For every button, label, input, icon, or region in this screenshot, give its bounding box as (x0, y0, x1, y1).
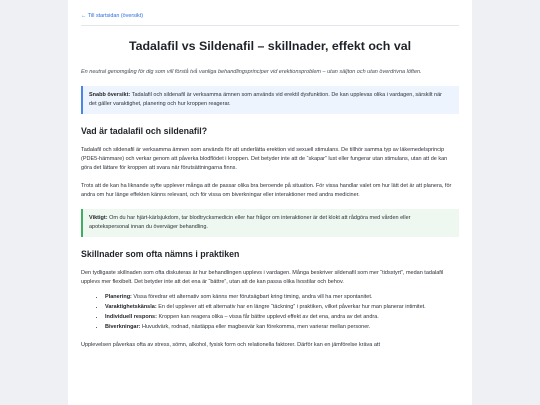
article-page (68, 0, 472, 405)
important-callout-text: Om du har hjärt-kärlsjukdom, tar blodtrycksmedicin eller har frågor om interaktioner är det klokt att rådgöra med vården eller apotekspersonal innan du överväger behandling. (89, 215, 411, 230)
differences-list (81, 293, 459, 332)
back-to-start-link[interactable]: ← Till startsidan (översikt) (81, 13, 144, 19)
section2-paragraph-1: Den tydligaste skillnaden som ofta diskuteras är hur behandlingen upplevs i vardagen. Många beskriver sildenafil som mer “tidsstyrt”, medan tadalafil upplevs mer flexibelt. Det betyder inte att det ena är “bättre”, utan att de kan passa olika livsstilar och behov. (81, 270, 444, 285)
section-heading-what-is: Vad är tadalafil och sildenafil? (81, 126, 208, 136)
list-item-label: Individuell respons: (105, 314, 157, 320)
header-divider (81, 25, 459, 26)
list-item-label: Biverkningar: (105, 324, 141, 330)
important-callout (81, 209, 459, 237)
list-item-label: Planering: (105, 294, 132, 300)
section1-paragraph-2: Trots att de kan ha liknande syfte upplever många att de passar olika bra beroende på situation. För vissa handlar valet om hur lätt det är att planera, för andra om hur länge effekten känns relevant, och för vissa om biverkningar eller interaktioner med andra mediciner. (81, 183, 452, 198)
important-callout-label: Viktigt: (89, 215, 108, 221)
list-item-label: Varaktighetskänsla: (105, 304, 157, 310)
page-title: Tadalafil vs Sildenafil – skillnader, effekt och val (128, 39, 412, 53)
list-item (105, 323, 459, 332)
list-item (105, 303, 459, 312)
list-item-text: Vissa föredrar ett alternativ som känns mer förutsägbart kring timing, andra vill ha mer spontanitet. (131, 294, 373, 300)
list-item-text: En del upplever att ett alternativ har en längre “täckning” i praktiken, vilket påverkar hur man planerar intimitet. (156, 304, 426, 310)
summary-callout-label: Snabb översikt: (89, 92, 131, 98)
intro-text: En neutral genomgång för dig som vill förstå två vanliga behandlingsprinciper vid erektionsproblem – utan säljton och utan överdrivna löften. (81, 69, 422, 75)
list-item (105, 293, 459, 302)
section1-paragraph-1: Tadalafil och sildenafil är verksamma ämnen som används för att underlätta erektion vid sexuell stimulans. De tillhör samma typ av läkemedelsprincip (PDE5-hämmare) och verkar genom att påverka blodflödet i kroppen. Det betyder inte att de “skapar” lust eller fungerar utan stimulans, utan att de kan göra det lättare för kroppen att svara när förutsättningarna finns. (81, 147, 448, 171)
section-heading-differences: Skillnader som ofta nämns i praktiken (81, 249, 240, 259)
summary-callout-text: Tadalafil och sildenafil är verksamma ämnen som används vid erektil dysfunktion. De kan upplevas olika i vardagen, särskilt när det gäller varaktighet, planering och hur kroppen reagerar. (89, 92, 442, 107)
summary-callout (81, 86, 459, 114)
list-item-text: Huvudvärk, rodnad, nästäppa eller magbesvär kan förekomma, men varierar mellan personer. (140, 324, 371, 330)
section2-paragraph-2: Upplevelsen påverkas ofta av stress, sömn, alkohol, fysisk form och relationella faktorer. Därför kan en jämförelse kräva att (81, 342, 380, 348)
list-item-text: Kroppen kan reagera olika – vissa får bättre upplevd effekt av det ena, andra av det andra. (156, 314, 379, 320)
list-item (105, 313, 459, 322)
